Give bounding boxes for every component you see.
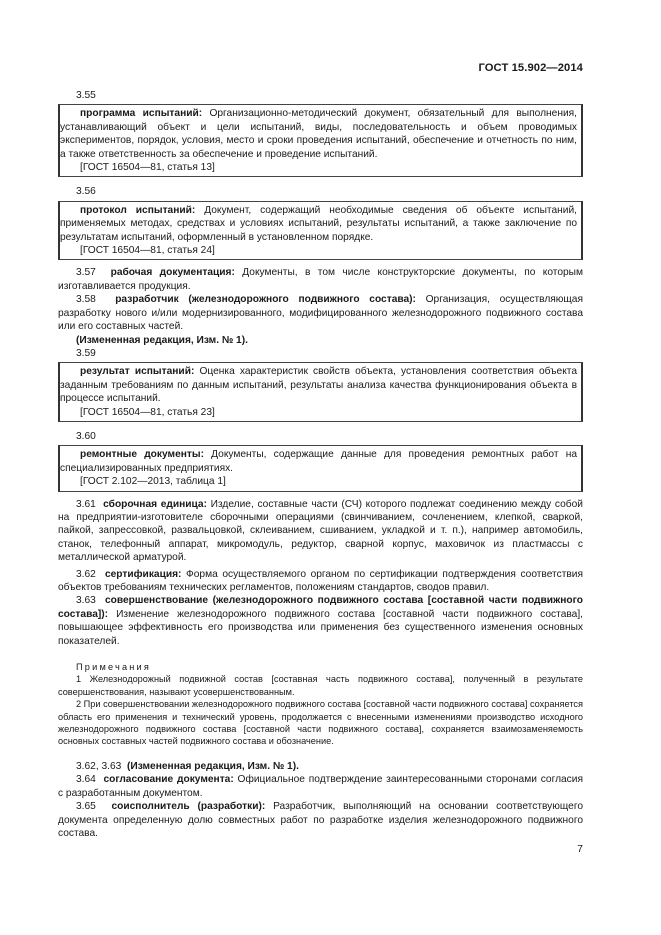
term-box-3-60: [58, 445, 583, 491]
term-definition: [60, 448, 577, 475]
term-definition: [60, 365, 577, 405]
page-number: 7: [577, 843, 583, 855]
term-name: согласование документа:: [103, 774, 234, 786]
term-number: 3.60: [76, 430, 96, 442]
term-text: Организация, осуществляющая разработку нового и/или модернизированного, модифицированного железнодорожного подвижного состава или его составных частей.: [58, 294, 583, 333]
term-number: 3.57: [76, 267, 96, 279]
term-reference: [ГОСТ 16504—81, статья 24]: [80, 245, 215, 257]
term-box-3-56: [58, 201, 583, 261]
term-name: сборочная единица:: [103, 498, 207, 510]
term-number: 3.62: [76, 568, 96, 580]
term-3-61: [58, 498, 583, 565]
term-number: 3.55: [76, 90, 96, 101]
term-text: Организационно-методический документ, обязательный для выполнения, устанавливающий объект и цели испытаний, виды, последовательность и объем проводимых экспериментов, порядок, условия, место и сроки проведения испытаний, обеспечение и отчетность по ним, а также ответственность за обеспечение и проведение испытаний.: [60, 108, 577, 160]
term-text: Документ, содержащий необходимые сведения об объекте испытаний, применяемых методах, средствах и условиях испытаний, результаты испытаний, а также заключение по результатам испытаний, оформленный в установленном порядке.: [60, 204, 577, 243]
term-number: 3.63: [76, 595, 96, 607]
term-number: 3.56: [76, 186, 96, 198]
term-name: протокол испытаний:: [80, 204, 196, 216]
term-box-3-55: [58, 104, 583, 177]
term-text: Изменение железнодорожного подвижного состава [составной части подвижного состава], повышающее эффективность его производства или применения без существенного изменения основных показателей.: [58, 608, 583, 647]
term-number: 3.65: [76, 801, 96, 813]
amendment-text: (Измененная редакция, Изм. № 1).: [127, 760, 299, 772]
amendment-note: (Измененная редакция, Изм. № 1).: [76, 334, 248, 346]
term-text: Документы, содержащие данные для проведения ремонтных работ на специализированных предприятиях.: [60, 449, 577, 474]
term-name: сертификация:: [104, 568, 182, 580]
term-3-64: [58, 773, 583, 800]
term-reference: [ГОСТ 2.102—2013, таблица 1]: [80, 476, 226, 488]
term-name: соисполнитель (разработки):: [111, 801, 266, 813]
term-3-57: [58, 266, 583, 293]
term-number: 3.62, 3.63: [76, 760, 122, 772]
term-text: Разработчик, выполняющий на основании соответствующего документа определенную долю совместных работ по разработке изделия железнодорожного подвижного состава.: [58, 801, 583, 839]
notes-section: [58, 661, 583, 748]
term-name: ремонтные документы:: [80, 449, 204, 461]
term-name: разработчик (железнодорожного подвижного состава):: [115, 294, 416, 306]
term-reference: [ГОСТ 16504—81, статья 23]: [80, 406, 215, 418]
note-1: 1 Железнодорожный подвижной состав [составная часть подвижного состава], полученный в результате совершенствования, называют усовершенствованным.: [58, 674, 583, 697]
term-3-63: [58, 594, 583, 648]
term-number: 3.64: [76, 774, 96, 786]
terms-body: [58, 89, 583, 840]
term-number: 3.59: [76, 347, 96, 359]
term-name: рабочая документация:: [110, 267, 235, 279]
term-name: совершенствование (железнодорожного подвижного состава [составной части подвижного состава]):: [58, 595, 583, 620]
notes-heading: Примечания: [76, 662, 152, 673]
term-name: программа испытаний:: [80, 108, 203, 120]
term-number: 3.61: [76, 498, 96, 510]
term-definition: [60, 204, 577, 244]
term-text: Оценка характеристик свойств объекта, установления соответствия объекта заданным требованиям по данным испытаний, результаты анализа качества функционирования объекта в процессе испытаний.: [60, 366, 577, 405]
term-3-65: [58, 800, 583, 840]
term-reference: [ГОСТ 16504—81, статья 13]: [80, 162, 215, 174]
standard-id: ГОСТ 15.902—2014: [478, 62, 583, 74]
term-3-62: [58, 568, 583, 595]
amendment-3-62-3-63: [58, 760, 583, 773]
term-number: 3.58: [76, 294, 96, 306]
term-text: Официальное подтверждение заинтересованными сторонами согласия с разработанным документом.: [58, 774, 583, 799]
term-text: Изделие, составные части (СЧ) которого подлежат соединению между собой на предприятии-изготовителе сборочными операциями (свинчиванием, сочленением, клепкой, сваркой, пайкой, запрессовкой, развальцовкой, склеиванием, сшиванием, укладкой и т. п.), например автомобиль, станок, телефонный аппарат, микромодуль, редуктор, сварной корпус, маховичок из пластмассы с металлической арматурой.: [58, 498, 583, 564]
term-text: Форма осуществляемого органом по сертификации подтверждения соответствия объектов требованиям технических регламентов, положениям стандартов, сводов правил.: [58, 568, 583, 593]
term-name: результат испытаний:: [80, 366, 195, 378]
term-3-58: [58, 293, 583, 333]
term-definition: [60, 107, 577, 161]
term-box-3-59: [58, 362, 583, 422]
note-2: 2 При совершенствовании железнодорожного подвижного состава [составной части подвижного состава] сохраняется область его применения и технический уровень, продолжается с внесенными изменениями производство исходного железнодорожного подвижного состава [составной части подвижного состава], сохраняется взаимозаменяемость основных составных частей подвижного состава и обозначение.: [58, 699, 583, 747]
term-text: Документы, в том числе конструкторские документы, по которым изготавливается продукция.: [58, 267, 583, 292]
